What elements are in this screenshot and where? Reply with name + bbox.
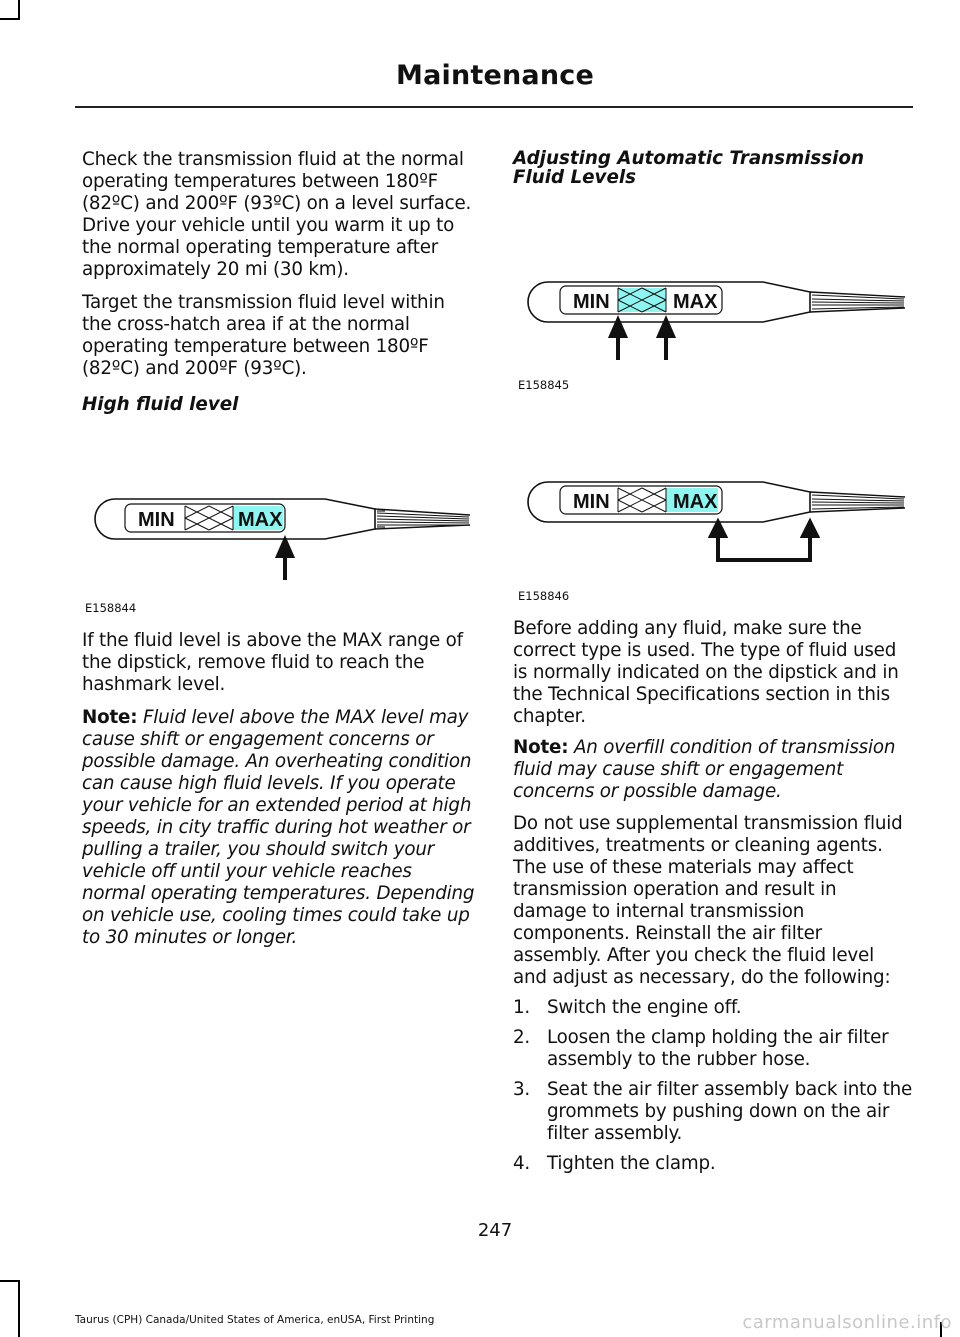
subheading: High fluid level: [82, 394, 239, 415]
paragraph: If the fluid level is above the MAX range of the dipstick, remove fluid to reach the hashmark level.: [82, 630, 463, 695]
dipstick-figure-adjust: [518, 278, 910, 366]
crop-mark: [0, 1280, 18, 1282]
dipstick-figure-overfill: [518, 478, 910, 570]
footer-text: Taurus (CPH) Canada/United States of America, enUSA, First Printing: [75, 1314, 435, 1326]
paragraph: Do not use supplemental transmission fluid additives, treatments or cleaning agents. The use of these materials may affect transmission operation and result in damage to internal transmission components. Reinstall the air filter assembly. After you check the fluid level and adjust as necessary, do the following:: [513, 813, 903, 988]
figure-id: E158845: [518, 378, 570, 392]
list-item: [513, 1027, 913, 1071]
note-text: Fluid level above the MAX level may cause shift or engagement concerns or possible damage. An overheating condition can cause high fluid levels. If you operate your vehicle for an extended period at high speeds, in city traffic during hot weather or pulling a trailer, you should switch your vehicle off until your vehicle reaches normal operating temperatures. Depending on vehicle use, cooling times could take up to 30 minutes or longer.: [82, 707, 475, 948]
section-heading: Adjusting Automatic Transmission Fluid Levels: [513, 148, 864, 188]
min-label: MIN: [573, 291, 610, 313]
figure-id: E158846: [518, 589, 570, 603]
step-text: Seat the air filter assembly back into the grommets by pushing down on the air filter assembly.: [547, 1079, 913, 1144]
max-label: MAX: [238, 509, 283, 531]
note-label: Note:: [513, 737, 569, 758]
step-text: Loosen the clamp holding the air filter assembly to the rubber hose.: [547, 1027, 889, 1070]
paragraph: Before adding any fluid, make sure the correct type is used. The type of fluid used is normally indicated on the dipstick and in the Technical Specifications section in this chapter.: [513, 618, 899, 727]
step-number: 2.: [513, 1027, 531, 1048]
min-label: MIN: [573, 491, 610, 513]
crop-mark: [18, 1280, 20, 1337]
max-label: MAX: [673, 491, 718, 513]
watermark: carmanualsonline.info: [742, 1312, 952, 1333]
list-item: [513, 997, 913, 1019]
list-item: [513, 1153, 913, 1175]
paragraph: Check the transmission fluid at the normal operating temperatures between 180ºF (82ºC) and 200ºF (93ºC) on a level surface. Drive your vehicle until you warm it up to the normal operating temperature after approximately 20 mi (30 km).: [82, 149, 472, 280]
step-text: Tighten the clamp.: [547, 1153, 716, 1174]
min-label: MIN: [138, 509, 175, 531]
header-divider: [75, 106, 913, 108]
step-number: 3.: [513, 1079, 531, 1100]
step-number: 1.: [513, 997, 531, 1018]
note: [82, 707, 477, 949]
note: [513, 737, 913, 803]
crop-mark: [0, 18, 20, 20]
step-number: 4.: [513, 1153, 531, 1174]
figure-id: E158844: [85, 601, 137, 615]
left-column-lower: [82, 630, 477, 949]
list-item: [513, 1079, 913, 1145]
left-column: [82, 149, 477, 414]
dipstick-figure-high: [85, 494, 477, 586]
right-column-lower: [513, 618, 913, 1175]
right-column: [513, 149, 913, 187]
crop-mark: [18, 0, 20, 20]
page-number: 247: [477, 1220, 513, 1241]
note-label: Note:: [82, 707, 138, 728]
paragraph: Target the transmission fluid level within the cross-hatch area if at the normal operating temperature between 180ºF (82ºC) and 200ºF (93ºC).: [82, 292, 445, 379]
note-text: An overfill condition of transmission fluid may cause shift or engagement concerns or possible damage.: [513, 737, 896, 802]
step-text: Switch the engine off.: [547, 997, 742, 1018]
page-title: Maintenance: [396, 60, 594, 91]
max-label: MAX: [673, 291, 718, 313]
steps-list: [513, 997, 913, 1175]
